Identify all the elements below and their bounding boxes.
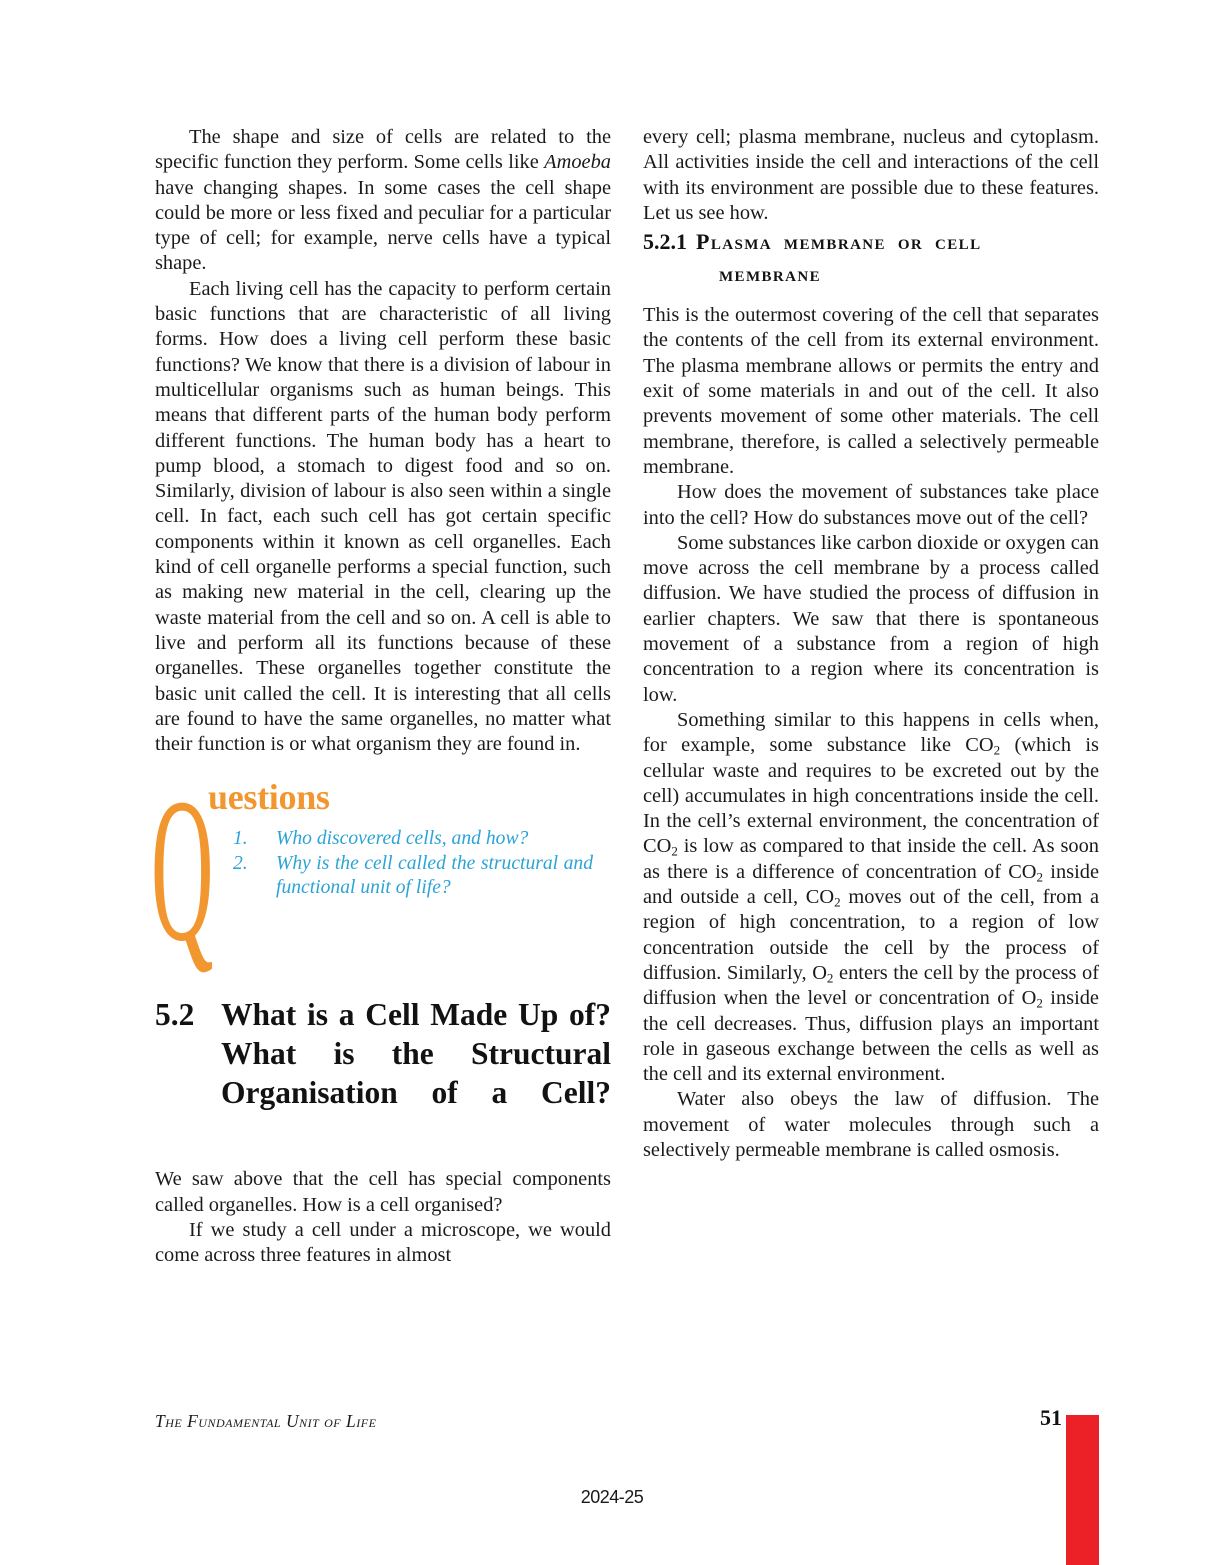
section-heading-5-2 bbox=[155, 995, 611, 1151]
subscript-2: 2 bbox=[671, 844, 678, 860]
co2-text-7: inside the cell decreases. Thus, diffusion plays an important role in gaseous exchange between the cells as well as the cell and its external environment. bbox=[643, 987, 1099, 1086]
subscript-2: 2 bbox=[993, 742, 1001, 758]
question-item: Why is the cell called the structural and functional unit of life? bbox=[276, 852, 593, 899]
species-name-amoeba: Amoeba bbox=[544, 151, 611, 174]
subsection-heading-5-2-1 bbox=[643, 226, 1099, 289]
paragraph-diffusion: Some substances like carbon dioxide or oxygen can move across the cell membrane by a process called diffusion. We have studied the process of diffusion in earlier chapters. We saw that there is spontaneous movement of a substance from a region of high concentration to a region where its concentration is low. bbox=[643, 531, 1099, 706]
co2-text-6: enters the cell by the process of diffusion when the level or concentration of O bbox=[643, 961, 1099, 1010]
paragraph-co2-diffusion bbox=[643, 708, 1099, 1087]
subscript-2: 2 bbox=[1036, 995, 1043, 1011]
paragraph-basic-functions: Each living cell has the capacity to perform certain basic functions that are characteristic of all living forms. How does a living cell perform these basic functions? We know that there is a division of labour in multicellular organisms such as human beings. This means that different parts of the human body perform different functions. The human body has a heart to pump blood, a stomach to digest food and so on. Similarly, division of labour is also seen within a single cell. In fact, each such cell has got certain specific components within it known as cell organelles. Each kind of cell organelle performs a special function, such as making new material in the cell, clearing up the waste material from the cell and so on. A cell is able to live and perform all its functions because of these organelles. These organelles together constitute the basic unit called the cell. It is interesting that all cells are found to have the same organelles, no matter what their function is or what organism they are found in. bbox=[155, 277, 611, 756]
subscript-2: 2 bbox=[834, 894, 841, 910]
question-item: Who discovered cells, and how? bbox=[276, 828, 529, 850]
co2-text-2: (which is cellular waste and requires to be excreted out by the cell) accumulates in high concentrations inside the cell. In the cell’s external environment, the concentration of CO bbox=[643, 734, 1099, 858]
paragraph-continuation: every cell; plasma membrane, nucleus and cytoplasm. All activities inside the cell and interactions of the cell with its environment are possible due to these features. Let us see how. bbox=[643, 126, 1099, 224]
section-number: 5.2 bbox=[155, 997, 195, 1033]
paragraph-outermost-covering: This is the outermost covering of the cell that separates the contents of the cell from its external environment. The plasma membrane allows or permits the entry and exit of some materials in and out of the cell. It also prevents movement of some other materials. The cell membrane, therefore, is called a selectively permeable membrane. bbox=[643, 304, 1099, 478]
co2-text-1: Something similar to this happens in cells when, for example, some substance like CO bbox=[643, 708, 1099, 757]
subsection-title-line-1: Plasma membrane or cell bbox=[696, 229, 982, 255]
section-title: What is a Cell Made Up of? What is the Structural Organisation of a Cell? bbox=[221, 997, 611, 1111]
paragraph-osmosis: Water also obeys the law of diffusion. The movement of water molecules through such a selectively permeable membrane is called osmosis. bbox=[643, 1088, 1099, 1161]
page-number: 51 bbox=[1040, 1405, 1062, 1430]
paragraph-text-b: have changing shapes. In some cases the cell shape could be more or less fixed and peculiar for a particular type of cell; for example, nerve cells have a typical shape. bbox=[155, 176, 611, 275]
paragraph-text-a: The shape and size of cells are related to the specific function they perform. Some cells like bbox=[155, 126, 611, 174]
questions-list bbox=[233, 827, 593, 901]
questions-drop-cap-icon: Q bbox=[151, 755, 214, 985]
questions-title: uestions bbox=[208, 777, 330, 818]
paragraph-movement-questions: How does the movement of substances take place into the cell? How do substances move out of the cell? bbox=[643, 481, 1099, 529]
subsection-title-line-2: membrane bbox=[719, 261, 822, 287]
co2-text-3: is low as compared to that inside the cell. As soon as there is a difference of concentration of CO bbox=[643, 835, 1099, 883]
subsection-number: 5.2.1 bbox=[643, 229, 687, 255]
two-column-body bbox=[151, 125, 1100, 1269]
paragraph-cell-organised: We saw above that the cell has special components called organelles. How is a cell organised? bbox=[155, 1168, 611, 1216]
paragraph-microscope: If we study a cell under a microscope, we would come across three features in almost bbox=[155, 1219, 611, 1267]
co2-text-5: moves out of the cell, from a region of high concentration, to a region of low concentration outside the cell by the process of diffusion. Similarly, O bbox=[643, 886, 1099, 984]
edition-year: 2024-25 bbox=[580, 1487, 644, 1507]
running-head: The Fundamental Unit of Life bbox=[155, 1411, 377, 1431]
questions-box bbox=[151, 755, 611, 985]
subscript-2: 2 bbox=[826, 970, 834, 986]
subscript-2: 2 bbox=[1036, 869, 1044, 885]
left-column bbox=[151, 125, 611, 1269]
right-column bbox=[643, 125, 1099, 1269]
paragraph-shape-and-size bbox=[155, 125, 611, 277]
co2-text-4: inside and outside a cell, CO bbox=[643, 860, 1099, 909]
